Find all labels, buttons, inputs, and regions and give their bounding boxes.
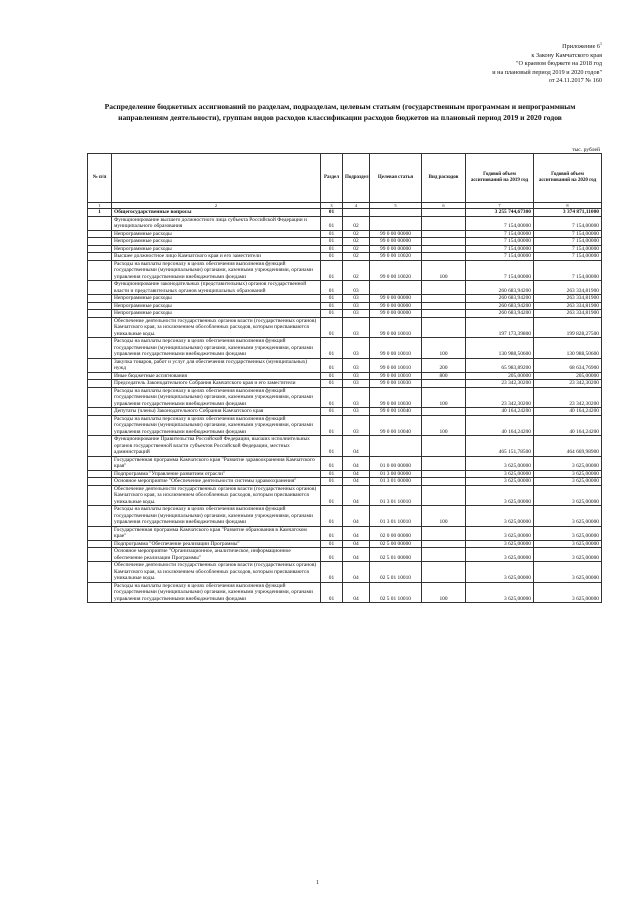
table-row	[88, 245, 602, 253]
row-number	[88, 372, 112, 380]
row-number	[88, 526, 112, 540]
row-expense-type: 800	[422, 372, 466, 380]
row-expense-type	[422, 548, 466, 562]
row-name: Обеспечение деятельности государственных органов власти (государственных органов) Камчатского края, за исключением обособленных расходов, которым присваиваются уникальные коды.	[112, 317, 321, 338]
row-number	[88, 436, 112, 457]
row-subsection: 03	[343, 387, 370, 408]
row-expense-type	[422, 216, 466, 230]
row-subsection: 02	[343, 230, 370, 238]
row-subsection: 03	[343, 338, 370, 359]
row-expense-type	[422, 562, 466, 583]
row-amount-2019: 3 625,00000	[466, 456, 534, 470]
row-target-item: 02 5 01 00000	[370, 548, 422, 562]
row-target-item	[370, 436, 422, 457]
row-section: 01	[321, 302, 343, 310]
row-amount-2020: 3 625,00000	[534, 485, 602, 506]
row-name: Основное мероприятие "Организационное, аналитическое, информационное обеспечение реализации Программы"	[112, 548, 321, 562]
row-subsection: 03	[343, 281, 370, 295]
row-name: Непрограммные расходы	[112, 230, 321, 238]
column-number: 5	[370, 203, 422, 209]
row-section: 01	[321, 260, 343, 281]
row-amount-2020: 7 154,00000	[534, 253, 602, 261]
row-amount-2020: 40 164,24200	[534, 415, 602, 436]
row-number	[88, 387, 112, 408]
row-section: 01	[321, 338, 343, 359]
row-amount-2019: 7 154,00000	[466, 230, 534, 238]
row-expense-type	[422, 436, 466, 457]
row-name: Государственная программа Камчатского края "Развитие образования в Камчатском крае"	[112, 526, 321, 540]
row-name: Высшее должностное лицо Камчатского края и его заместители	[112, 253, 321, 261]
table-row	[88, 506, 602, 527]
row-name: Функционирование законодательных (представительных) органов государственной власти и представительных органов муниципальных образований	[112, 281, 321, 295]
row-subsection: 04	[343, 485, 370, 506]
row-section: 01	[321, 209, 343, 217]
table-row	[88, 317, 602, 338]
row-amount-2019: 65 983,89200	[466, 358, 534, 372]
row-section: 01	[321, 506, 343, 527]
row-expense-type	[422, 526, 466, 540]
row-amount-2019: 3 625,00000	[466, 562, 534, 583]
appendix-reference	[402, 40, 602, 86]
row-target-item	[370, 216, 422, 230]
table-row	[88, 408, 602, 416]
row-name: Председатель Законодательного Собрания Камчатского края и его заместители	[112, 380, 321, 388]
row-amount-2020: 130 988,50600	[534, 338, 602, 359]
row-target-item: 99 0 00 10020	[370, 253, 422, 261]
row-subsection: 02	[343, 260, 370, 281]
row-amount-2020: 3 625,00000	[534, 548, 602, 562]
row-name: Общегосударственные вопросы	[112, 209, 321, 217]
row-amount-2020: 3 625,00000	[534, 506, 602, 527]
row-subsection: 04	[343, 436, 370, 457]
row-subsection: 04	[343, 470, 370, 478]
row-amount-2019: 260 683,94200	[466, 281, 534, 295]
row-amount-2020: 263 334,81900	[534, 281, 602, 295]
table-row	[88, 456, 602, 470]
row-name: Депутаты (члены) Законодательного Собрания Камчатского края	[112, 408, 321, 416]
row-amount-2019: 23 342,30200	[466, 380, 534, 388]
table-row	[88, 526, 602, 540]
row-number	[88, 456, 112, 470]
row-number	[88, 562, 112, 583]
row-name: Расходы на выплаты персоналу в целях обеспечения выполнения функций государственными (муниципальными) органами, казенными учреждениями, органами управления государственными внебюджетными фондами	[112, 387, 321, 408]
row-name: Непрограммные расходы	[112, 310, 321, 318]
row-subsection: 02	[343, 253, 370, 261]
row-section: 01	[321, 230, 343, 238]
header-amount-2020: Годовой объем ассигнований на 2020 год	[534, 154, 602, 203]
row-amount-2020: 3 625,00000	[534, 478, 602, 486]
page-number: 1	[316, 880, 319, 886]
row-target-item: 99 0 00 10030	[370, 387, 422, 408]
row-target-item: 99 0 00 10010	[370, 358, 422, 372]
row-name: Расходы на выплаты персоналу в целях обеспечения выполнения функций государственными (муниципальными) органами, казенными учреждениями, органами управления государственными внебюджетными фондами	[112, 582, 321, 603]
table-row	[88, 562, 602, 583]
row-number	[88, 302, 112, 310]
row-amount-2020: 263 334,81900	[534, 302, 602, 310]
table-row	[88, 216, 602, 230]
table-body	[88, 209, 602, 603]
row-target-item: 01 0 00 00000	[370, 456, 422, 470]
row-expense-type	[422, 456, 466, 470]
table-row	[88, 253, 602, 261]
row-amount-2020: 3 625,00000	[534, 582, 602, 603]
row-expense-type	[422, 302, 466, 310]
row-expense-type: 100	[422, 582, 466, 603]
row-amount-2019: 205,00000	[466, 372, 534, 380]
row-name: Непрограммные расходы	[112, 295, 321, 303]
table-row	[88, 209, 602, 217]
row-expense-type: 100	[422, 415, 466, 436]
row-number	[88, 281, 112, 295]
row-expense-type	[422, 253, 466, 261]
row-amount-2019: 7 154,00000	[466, 260, 534, 281]
row-amount-2020: 263 334,81900	[534, 310, 602, 318]
row-section: 01	[321, 245, 343, 253]
table-row	[88, 540, 602, 548]
row-amount-2019: 3 625,00000	[466, 485, 534, 506]
row-target-item: 02 0 00 00000	[370, 526, 422, 540]
row-amount-2019: 3 625,00000	[466, 478, 534, 486]
row-subsection: 03	[343, 372, 370, 380]
row-amount-2020: 3 625,00000	[534, 562, 602, 583]
row-section: 01	[321, 238, 343, 246]
row-section: 01	[321, 372, 343, 380]
row-subsection: 03	[343, 295, 370, 303]
row-subsection: 04	[343, 506, 370, 527]
table-row	[88, 478, 602, 486]
appendix-line-5: от 24.11.2017 № 160	[548, 77, 602, 85]
header-subsection: Подраздел	[343, 154, 370, 203]
table-row	[88, 387, 602, 408]
row-amount-2019: 7 154,00000	[466, 253, 534, 261]
row-number	[88, 238, 112, 246]
row-subsection: 03	[343, 302, 370, 310]
row-amount-2020: 3 625,00000	[534, 470, 602, 478]
appendix-line-4: и на плановый период 2019 и 2020 годов"	[492, 68, 602, 76]
row-amount-2019: 3 625,00000	[466, 582, 534, 603]
row-target-item: 99 0 00 00000	[370, 238, 422, 246]
row-expense-type	[422, 470, 466, 478]
row-target-item: 01 3 01 00000	[370, 478, 422, 486]
row-subsection: 03	[343, 380, 370, 388]
row-subsection	[343, 209, 370, 217]
appendix-line-1: Приложение $6^1$	[562, 41, 602, 51]
row-target-item: 99 0 00 10030	[370, 380, 422, 388]
row-subsection: 02	[343, 245, 370, 253]
row-name: Государственная программа Камчатского края "Развитие здравоохранения Камчатского края"	[112, 456, 321, 470]
row-name: Иные бюджетные ассигнования	[112, 372, 321, 380]
row-target-item: 02 5 00 00000	[370, 540, 422, 548]
row-number	[88, 582, 112, 603]
row-amount-2019: 3 255 744,67300	[466, 209, 534, 217]
row-subsection: 04	[343, 548, 370, 562]
row-number: 1	[88, 209, 112, 217]
column-number: 8	[534, 203, 602, 209]
row-amount-2020: 3 625,00000	[534, 526, 602, 540]
row-number	[88, 380, 112, 388]
row-target-item: 99 0 00 00000	[370, 310, 422, 318]
row-name: Функционирование высшего должностного лица субъекта Российской Федерации и муниципального образования	[112, 216, 321, 230]
table-row	[88, 295, 602, 303]
row-number	[88, 216, 112, 230]
row-name: Непрограммные расходы	[112, 245, 321, 253]
row-subsection: 03	[343, 415, 370, 436]
table-header-row	[88, 154, 602, 203]
row-section: 01	[321, 478, 343, 486]
row-subsection: 04	[343, 478, 370, 486]
column-number: 6	[422, 203, 466, 209]
row-expense-type: 100	[422, 387, 466, 408]
row-target-item: 99 0 00 10040	[370, 408, 422, 416]
table-row	[88, 548, 602, 562]
table-row	[88, 338, 602, 359]
row-amount-2019: 260 683,94200	[466, 302, 534, 310]
row-target-item: 01 3 01 10010	[370, 506, 422, 527]
row-target-item	[370, 209, 422, 217]
table-row	[88, 310, 602, 318]
row-section: 01	[321, 317, 343, 338]
row-amount-2020: 7 154,00000	[534, 238, 602, 246]
row-amount-2019: 40 164,24200	[466, 408, 534, 416]
row-amount-2019: 465 151,78500	[466, 436, 534, 457]
row-target-item: 99 0 00 10010	[370, 372, 422, 380]
row-number	[88, 358, 112, 372]
row-name: Подпрограмма "Обеспечение реализации Программы"	[112, 540, 321, 548]
row-amount-2020: 23 342,30200	[534, 380, 602, 388]
row-amount-2019: 23 342,30200	[466, 387, 534, 408]
column-number: 2	[112, 203, 321, 209]
appendix-line-3: "О краевом бюджете на 2018 год	[516, 60, 602, 68]
row-number	[88, 253, 112, 261]
row-target-item: 01 3 00 00000	[370, 470, 422, 478]
row-number	[88, 478, 112, 486]
table-row	[88, 372, 602, 380]
table-row	[88, 238, 602, 246]
row-expense-type: 100	[422, 260, 466, 281]
row-amount-2019: 7 154,00000	[466, 238, 534, 246]
header-target-item: Целевая статья	[370, 154, 422, 203]
column-number: 3	[321, 203, 343, 209]
row-amount-2020: 3 625,00000	[534, 540, 602, 548]
row-amount-2019: 3 625,00000	[466, 506, 534, 527]
row-name: Основное мероприятие "Обеспечение деятельности системы здравоохранения"	[112, 478, 321, 486]
row-subsection: 02	[343, 216, 370, 230]
row-target-item: 99 0 00 10010	[370, 338, 422, 359]
row-name: Расходы на выплаты персоналу в целях обеспечения выполнения функций государственными (муниципальными) органами, казенными учреждениями, органами управления государственными внебюджетными фондами	[112, 415, 321, 436]
row-section: 01	[321, 408, 343, 416]
row-expense-type: 100	[422, 338, 466, 359]
row-amount-2019: 3 625,00000	[466, 548, 534, 562]
row-number	[88, 245, 112, 253]
table-row	[88, 260, 602, 281]
row-section: 01	[321, 216, 343, 230]
row-subsection: 03	[343, 317, 370, 338]
row-number	[88, 415, 112, 436]
table-row	[88, 485, 602, 506]
row-subsection: 04	[343, 456, 370, 470]
row-section: 01	[321, 485, 343, 506]
row-target-item: 99 0 00 00000	[370, 295, 422, 303]
row-expense-type	[422, 230, 466, 238]
row-section: 01	[321, 562, 343, 583]
row-section: 01	[321, 436, 343, 457]
table-row	[88, 230, 602, 238]
row-number	[88, 540, 112, 548]
row-amount-2020: 3 374 871,11000	[534, 209, 602, 217]
row-target-item: 99 0 00 10020	[370, 260, 422, 281]
row-expense-type	[422, 317, 466, 338]
row-subsection: 04	[343, 582, 370, 603]
row-subsection: 04	[343, 540, 370, 548]
row-expense-type	[422, 380, 466, 388]
row-expense-type	[422, 281, 466, 295]
row-target-item: 01 3 01 10010	[370, 485, 422, 506]
row-subsection: 03	[343, 358, 370, 372]
header-amount-2019: Годовой объем ассигнований на 2019 год	[466, 154, 534, 203]
column-number: 4	[343, 203, 370, 209]
row-expense-type	[422, 209, 466, 217]
row-subsection: 02	[343, 238, 370, 246]
row-expense-type	[422, 540, 466, 548]
row-number	[88, 506, 112, 527]
row-amount-2020: 7 154,00000	[534, 260, 602, 281]
row-name: Непрограммные расходы	[112, 238, 321, 246]
row-name: Расходы на выплаты персоналу в целях обеспечения выполнения функций государственными (муниципальными) органами, казенными учреждениями, органами управления государственными внебюджетными фондами	[112, 338, 321, 359]
row-subsection: 04	[343, 526, 370, 540]
row-number	[88, 260, 112, 281]
row-section: 01	[321, 380, 343, 388]
row-expense-type	[422, 408, 466, 416]
row-section: 01	[321, 540, 343, 548]
row-expense-type	[422, 295, 466, 303]
row-number	[88, 230, 112, 238]
row-amount-2020: 68 634,76900	[534, 358, 602, 372]
row-target-item: 99 0 00 00000	[370, 245, 422, 253]
header-number: № п/п	[88, 154, 112, 203]
row-number	[88, 408, 112, 416]
row-amount-2020: 205,00000	[534, 372, 602, 380]
table-row	[88, 415, 602, 436]
row-expense-type	[422, 485, 466, 506]
row-name: Обеспечение деятельности государственных органов власти (государственных органов) Камчатского края, за исключением обособленных расходов, которым присваиваются уникальные коды.	[112, 562, 321, 583]
row-amount-2019: 40 164,24200	[466, 415, 534, 436]
document-title: Распределение бюджетных ассигнований по разделам, подразделам, целевым статьям (государственным программам и непрограммным направлениям деятельности), группам видов расходов классификации расходов бюджетов на плановый период 2019 и 2020 годов	[104, 102, 576, 122]
row-number	[88, 295, 112, 303]
row-number	[88, 485, 112, 506]
header-section: Раздел	[321, 154, 343, 203]
row-section: 01	[321, 253, 343, 261]
row-section: 01	[321, 548, 343, 562]
unit-label: тыс. рублей	[572, 147, 600, 153]
row-number	[88, 470, 112, 478]
row-section: 01	[321, 310, 343, 318]
row-name: Непрограммные расходы	[112, 302, 321, 310]
row-number	[88, 338, 112, 359]
row-expense-type: 100	[422, 506, 466, 527]
table-row	[88, 470, 602, 478]
table-row	[88, 281, 602, 295]
row-target-item	[370, 281, 422, 295]
row-section: 01	[321, 582, 343, 603]
table-row	[88, 582, 602, 603]
row-section: 01	[321, 281, 343, 295]
header-name	[112, 154, 321, 203]
row-expense-type	[422, 238, 466, 246]
table-row	[88, 380, 602, 388]
header-expense-type: Вид расходов	[422, 154, 466, 203]
row-expense-type	[422, 310, 466, 318]
row-name: Обеспечение деятельности государственных органов власти (государственных органов) Камчатского края, за исключением обособленных расходов, которым присваиваются уникальные коды.	[112, 485, 321, 506]
row-target-item: 99 0 00 00000	[370, 230, 422, 238]
row-amount-2019: 7 154,00000	[466, 216, 534, 230]
row-subsection: 03	[343, 310, 370, 318]
row-amount-2020: 263 334,81900	[534, 295, 602, 303]
row-amount-2020: 7 154,00000	[534, 230, 602, 238]
row-name: Подпрограмма "Управление развитием отрасли"	[112, 470, 321, 478]
row-amount-2019: 3 625,00000	[466, 470, 534, 478]
row-subsection: 04	[343, 562, 370, 583]
row-section: 01	[321, 358, 343, 372]
row-amount-2020: 3 625,00000	[534, 456, 602, 470]
appendix-line-2: к Закону Камчатского края	[531, 51, 602, 59]
row-section: 01	[321, 295, 343, 303]
row-amount-2019: 7 154,00000	[466, 245, 534, 253]
row-amount-2020: 7 154,00000	[534, 216, 602, 230]
row-target-item: 99 0 00 00000	[370, 302, 422, 310]
row-amount-2020: 199 828,27500	[534, 317, 602, 338]
table-row	[88, 302, 602, 310]
row-amount-2019: 197 173,39800	[466, 317, 534, 338]
row-section: 01	[321, 470, 343, 478]
row-section: 01	[321, 387, 343, 408]
column-number: 7	[466, 203, 534, 209]
row-amount-2019: 130 988,50600	[466, 338, 534, 359]
row-name: Закупка товаров, работ и услуг для обеспечения государственных (муниципальных) нужд	[112, 358, 321, 372]
row-number	[88, 310, 112, 318]
row-amount-2020: 23 342,30200	[534, 387, 602, 408]
row-expense-type: 200	[422, 358, 466, 372]
row-target-item: 99 0 00 10010	[370, 317, 422, 338]
row-amount-2019: 3 625,00000	[466, 526, 534, 540]
row-target-item: 99 0 00 10040	[370, 415, 422, 436]
row-name: Расходы на выплаты персоналу в целях обеспечения выполнения функций государственными (муниципальными) органами, казенными учреждениями, органами управления государственными внебюджетными фондами	[112, 506, 321, 527]
row-section: 01	[321, 526, 343, 540]
row-number	[88, 317, 112, 338]
budget-table	[87, 153, 602, 603]
row-amount-2019: 260 683,94200	[466, 310, 534, 318]
row-section: 01	[321, 415, 343, 436]
row-subsection: 03	[343, 408, 370, 416]
row-name: Функционирование Правительства Российской Федерации, высших исполнительных органов государственной власти субъектов Российской Федерации, местных администраций	[112, 436, 321, 457]
row-target-item: 02 5 01 10010	[370, 582, 422, 603]
row-section: 01	[321, 456, 343, 470]
row-expense-type	[422, 478, 466, 486]
row-amount-2020: 40 164,24200	[534, 408, 602, 416]
column-number: 1	[88, 203, 112, 209]
row-amount-2019: 260 683,94200	[466, 295, 534, 303]
row-name: Расходы на выплаты персоналу в целях обеспечения выполнения функций государственными (муниципальными) органами, казенными учреждениями, органами управления государственными внебюджетными фондами	[112, 260, 321, 281]
row-target-item: 02 5 01 10010	[370, 562, 422, 583]
row-amount-2020: 7 154,00000	[534, 245, 602, 253]
table-row	[88, 358, 602, 372]
row-amount-2020: 464 669,98900	[534, 436, 602, 457]
row-expense-type	[422, 245, 466, 253]
row-amount-2019: 3 625,00000	[466, 540, 534, 548]
row-number	[88, 548, 112, 562]
table-row	[88, 436, 602, 457]
